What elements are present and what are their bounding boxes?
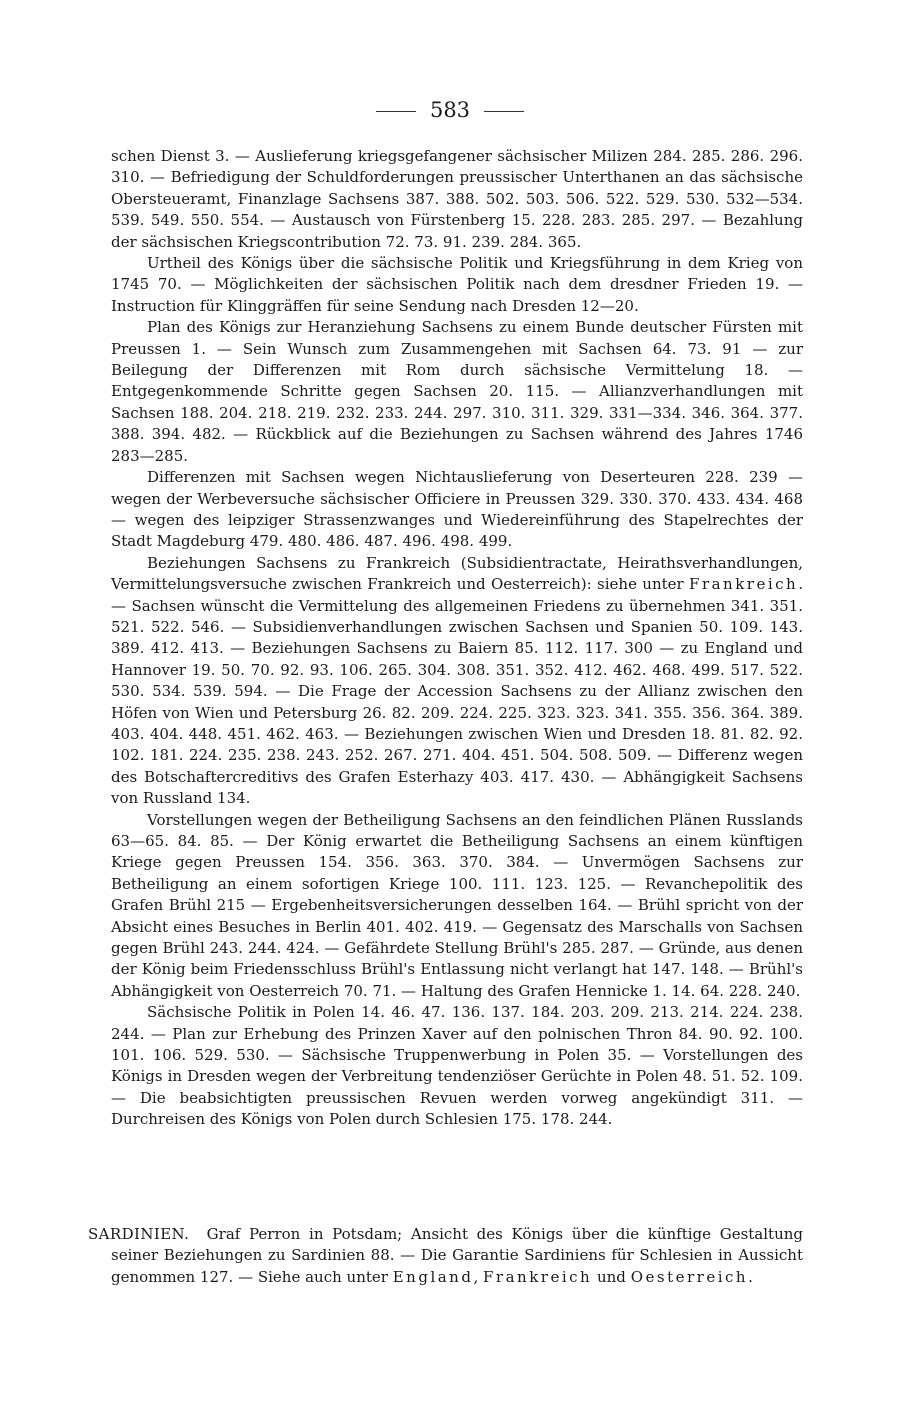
terminal-period: . bbox=[748, 1267, 753, 1286]
sachsen-entry-continuation bbox=[111, 146, 803, 1131]
paragraph bbox=[111, 553, 803, 810]
sardinien-entry bbox=[88, 1224, 803, 1288]
separator: , bbox=[473, 1267, 479, 1286]
paragraph: Vorstellungen wegen der Betheiligung Sachsens an den feindlichen Plänen Russlands 63—65. 84. 85. — Der König erwartet die Betheiligung Sachsens an einem künftigen Kriege gegen Preussen 154. 356. 363. 370. 384. — Unvermögen Sachsens zur Betheiligung an einem sofortigen Kriege 100. 111. 123. 125. — Revanchepolitik des Grafen Brühl 215 — Ergebenheitsversicherungen desselben 164. — Brühl spricht von der Absicht eines Besuches in Berlin 401. 402. 419. — Gegensatz des Marschalls von Sachsen gegen Brühl 243. 244. 424. — Gefährdete Stellung Brühl's 285. 287. — Gründe, aus denen der König beim Friedensschluss Brühl's Entlassung nicht verlangt hat 147. 148. — Brühl's Abhängigkeit von Oesterreich 70. 71. — Haltung des Grafen Hennicke 1. 14. 64. 228. 240. bbox=[111, 810, 803, 1000]
cross-reference: Frankreich bbox=[483, 1267, 593, 1286]
paragraph: Plan des Königs zur Heranziehung Sachsens zu einem Bunde deutscher Fürsten mit Preussen 1. — Sein Wunsch zum Zusammengehen mit Sachsen 64. 73. 91 — zur Beilegung der Differenzen mit Rom durch sächsische Vermittelung 18. — Entgegenkommende Schritte gegen Sachsen 20. 115. — Allianzverhandlungen mit Sachsen 188. 204. 218. 219. 232. 233. 244. 297. 310. 311. 329. 331—334. 346. 364. 377. 388. 394. 482. — Rückblick auf die Beziehungen zu Sachsen während des Jahres 1746 283—285. bbox=[111, 318, 803, 465]
cross-reference: Frankreich bbox=[689, 575, 799, 594]
paragraph: Differenzen mit Sachsen wegen Nichtauslieferung von Deserteuren 228. 239 — wegen der Werbeversuche sächsischer Officiere in Preussen 329. 330. 370. 433. 434. 468 — wegen des leipziger Strassenzwanges und Wiedereinführung des Stapelrechtes der Stadt Magdeburg 479. 480. 486. 487. 496. 498. 499. bbox=[111, 468, 803, 551]
paragraph-text: Beziehungen Sachsens zu Frankreich (Subsidientractate, Heirathsverhandlungen, Vermittelungsversuche zwischen Frankreich und Oesterreich): siehe unter bbox=[111, 553, 803, 594]
paragraph-text: . — Sachsen wünscht die Vermittelung des allgemeinen Friedens zu übernehmen 341. 351. 521. 522. 546. — Subsidienverhandlungen zwischen Sachsen und Spanien 50. 109. 143. 389. 412. 413. — Beziehungen Sachsens zu Baiern 85. 112. 117. 300 — zu England und Hannover 19. 50. 70. 92. 93. 106. 265. 304. 308. 351. 352. 412. 462. 468. 499. 517. 522. 530. 534. 539. 594. — Die Frage der Accession Sachsens zu der Allianz zwischen den Höfen von Wien und Petersburg 26. 82. 209. 224. 225. 323. 323. 341. 355. 356. 364. 389. 403. 404. 448. 451. 462. 463. — Beziehungen zwischen Wien und Dresden 18. 81. 82. 92. 102. 181. 224. 235. 238. 243. 252. 267. 271. 404. 451. 504. 508. 509. — Differenz wegen des Botschaftercreditivs des Grafen Esterhazy 403. 417. 430. — Abhängigkeit Sachsens von Russland 134. bbox=[111, 575, 803, 808]
paragraph: schen Dienst 3. — Auslieferung kriegsgefangener sächsischer Milizen 284. 285. 286. 296. 310. — Befriedigung der Schuldforderungen preussischer Unterthanen an das sächsische Obersteueramt, Finanzlage Sachsens 387. 388. 502. 503. 506. 522. 529. 530. 532—534. 539. 549. 550. 554. — Austausch von Fürstenberg 15. 228. 283. 285. 297. — Bezahlung der sächsischen Kriegscontribution 72. 73. 91. 239. 284. 365. bbox=[111, 147, 803, 251]
cross-reference: England bbox=[392, 1267, 474, 1286]
entry-text: Graf Perron in Potsdam; Ansicht des Königs über die künftige Gestaltung seiner Beziehungen zu Sardinien 88. — Die Garantie Sardiniens für Schlesien in Aussicht genommen 127. — Siehe auch unter bbox=[111, 1225, 803, 1286]
header-rule-left bbox=[376, 111, 416, 112]
entry-paragraph bbox=[88, 1224, 803, 1288]
page-number: 583 bbox=[429, 98, 471, 122]
paragraph: Urtheil des Königs über die sächsische Politik und Kriegsführung in dem Krieg von 1745 70. — Möglichkeiten der sächsischen Politik nach dem dresdner Frieden 19. — Instruction für Klinggräffen für seine Sendung nach Dresden 12—20. bbox=[111, 254, 803, 315]
paragraph: Sächsische Politik in Polen 14. 46. 47. 136. 137. 184. 203. 209. 213. 214. 224. 238. 244. — Plan zur Erhebung des Prinzen Xaver auf den polnischen Thron 84. 90. 92. 100. 101. 106. 529. 530. — Sächsische Truppenwerbung in Polen 35. — Vorstellungen des Königs in Dresden wegen der Verbreitung tendenziöser Gerüchte in Polen 48. 51. 52. 109. — Die beabsichtigten preussischen Revuen werden vorweg angekündigt 311. — Durchreisen des Königs von Polen durch Schlesien 175. 178. 244. bbox=[111, 1003, 803, 1129]
page-header bbox=[0, 98, 900, 122]
conjunction: und bbox=[596, 1267, 626, 1286]
entry-heading: SARDINIEN. bbox=[88, 1225, 190, 1243]
cross-reference: Oesterreich bbox=[630, 1267, 749, 1286]
header-rule-right bbox=[484, 111, 524, 112]
